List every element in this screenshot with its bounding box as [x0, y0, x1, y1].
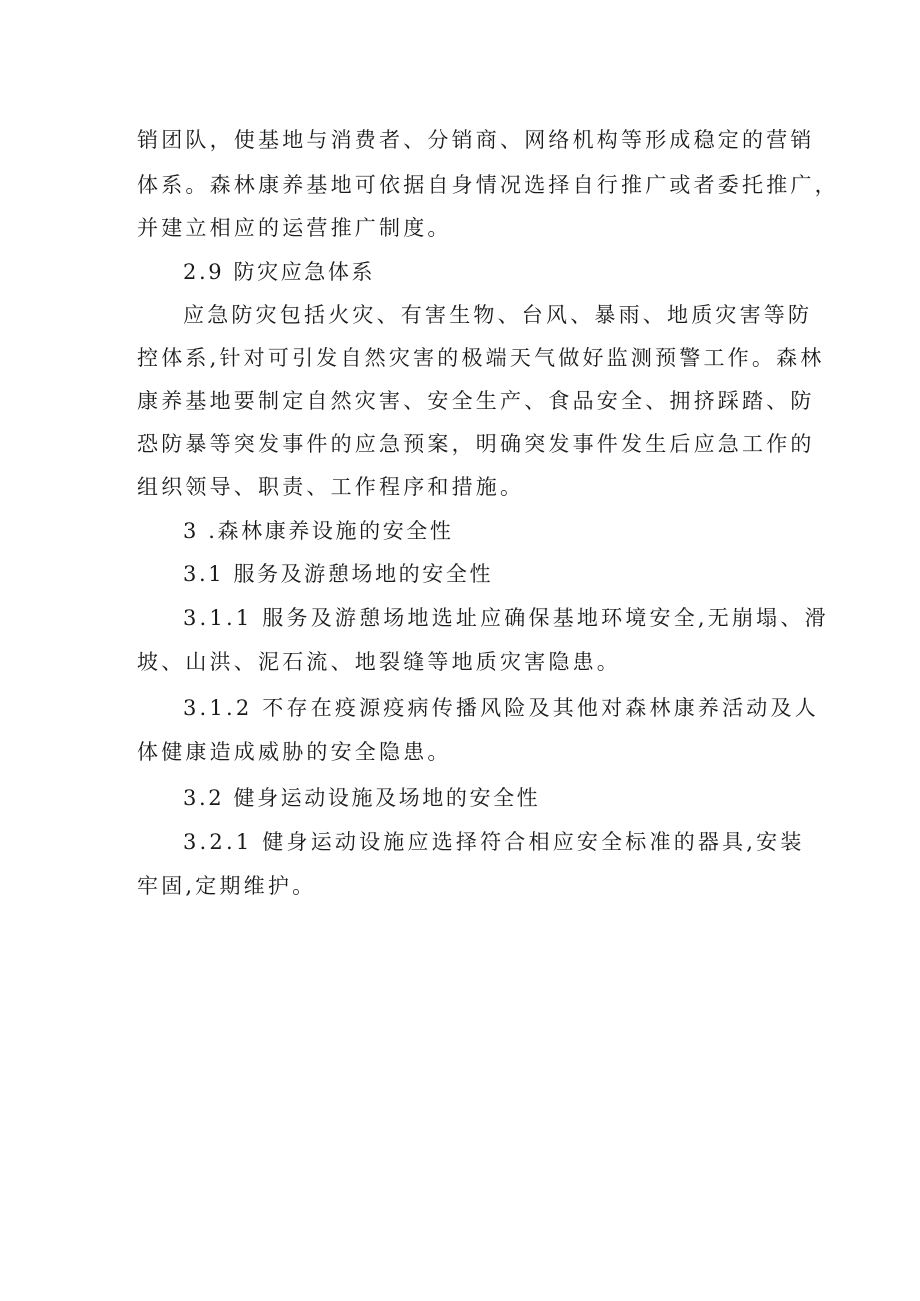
- body-text-line: 恐防暴等突发事件的应急预案，明确突发事件发生后应急工作的: [137, 432, 815, 456]
- body-text-line: 康养基地要制定自然灾害、安全生产、食品安全、拥挤踩踏、防: [137, 389, 815, 413]
- section-heading-3-1: 3.1 服务及游憩场地的安全性: [183, 562, 494, 586]
- body-text-line: 3.2.1 健身运动设施应选择符合相应安全标准的器具,安装: [183, 830, 805, 854]
- body-text-line: 组织领导、职责、工作程序和措施。: [137, 475, 525, 499]
- body-text-line: 坡、山洪、泥石流、地裂缝等地质灾害隐患。: [137, 650, 621, 674]
- body-text-line: 控体系,针对可引发自然灾害的极端天气做好监测预警工作。森林: [137, 346, 825, 370]
- body-text-line: 牢固,定期维护。: [137, 874, 317, 898]
- body-text-line: 体健康造成威胁的安全隐患。: [137, 740, 452, 764]
- body-text-line: 3.1.2 不存在疫源疫病传播风险及其他对森林康养活动及人: [183, 696, 819, 720]
- body-text-line: 应急防灾包括火灾、有害生物、台风、暴雨、地质灾害等防: [183, 303, 813, 327]
- body-text-line: 销团队，使基地与消费者、分销商、网络机构等形成稳定的营销: [137, 128, 815, 152]
- body-text-line: 体系。森林康养基地可依据自身情况选择自行推广或者委托推广，: [137, 173, 839, 197]
- section-heading-3-2: 3.2 健身运动设施及场地的安全性: [183, 786, 541, 810]
- body-text-line: 3.1.1 服务及游憩场地选址应确保基地环境安全,无崩塌、滑: [183, 606, 829, 630]
- section-heading-2-9: 2.9 防灾应急体系: [183, 260, 376, 284]
- section-heading-3: 3 .森林康养设施的安全性: [183, 519, 454, 543]
- body-text-line: 并建立相应的运营推广制度。: [137, 216, 452, 240]
